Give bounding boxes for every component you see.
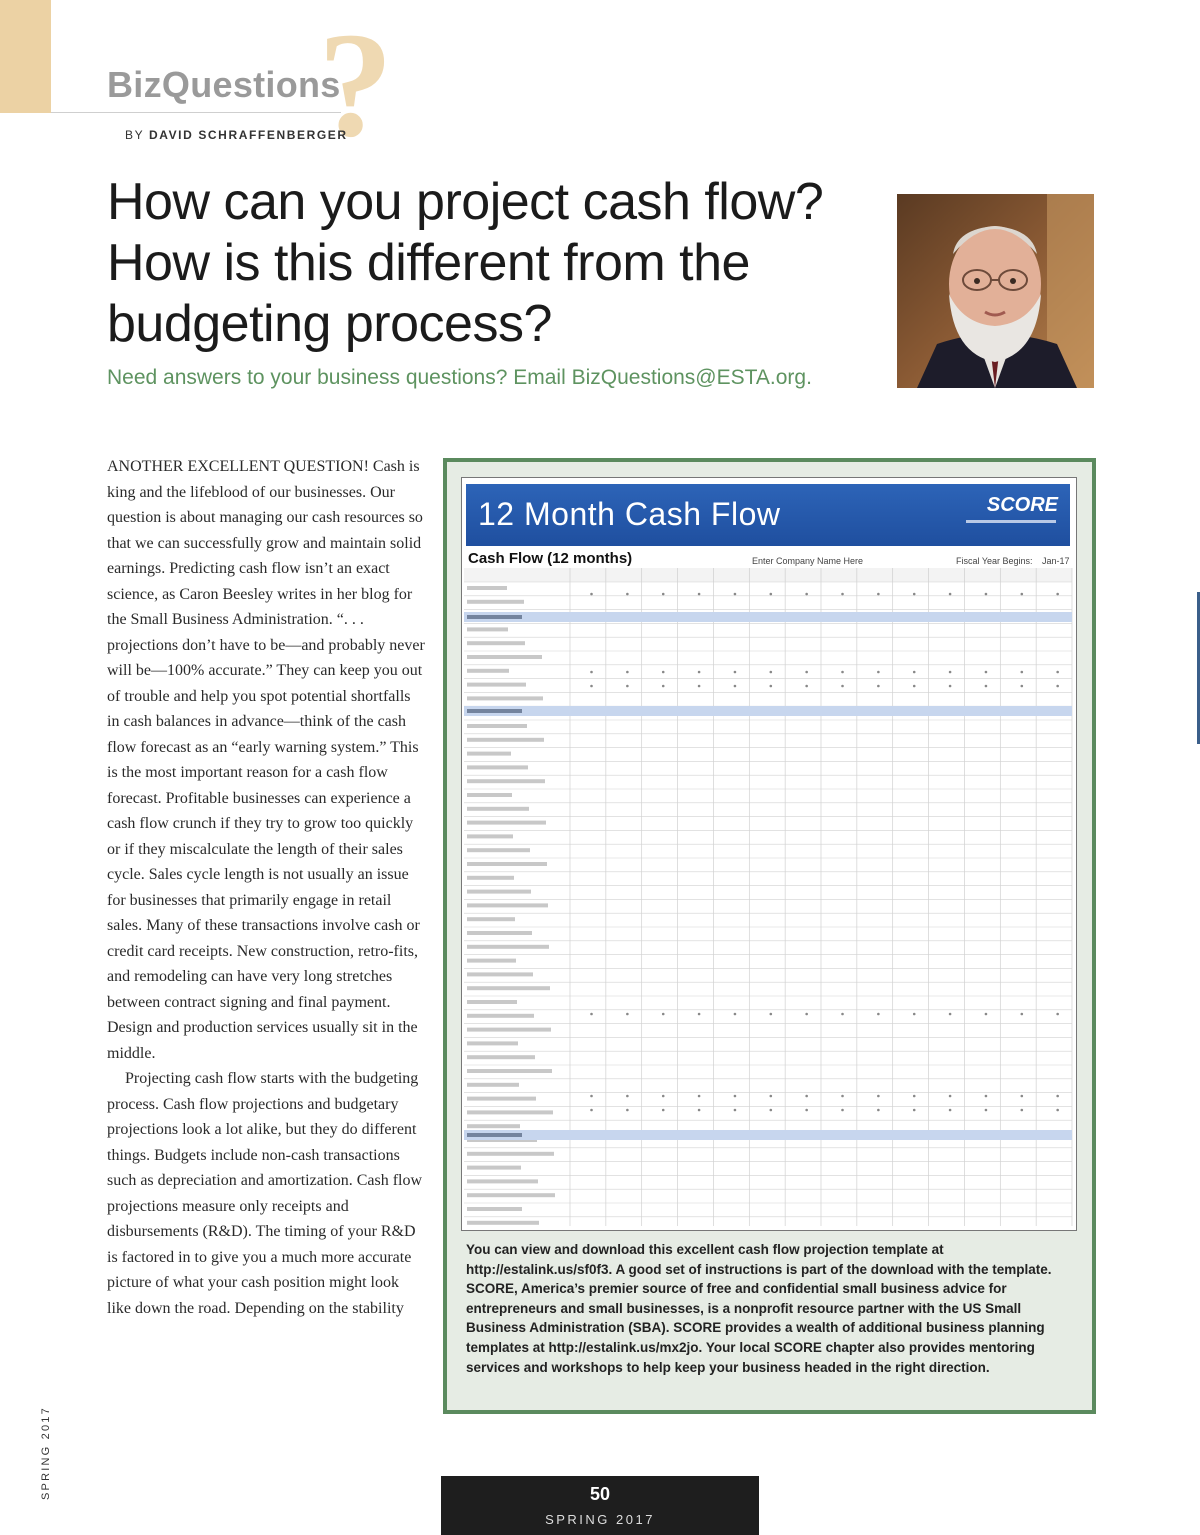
sidebar-caption: You can view and download this excellent cash flow projection template at http://estalink.us/sf0f3. A good set of instructions is part of the download with the template. SCORE, America’s premier source of free and confidential small business advice for entrepreneurs and small businesses, is a nonprofit resource partner with the US Small Business Administration (SBA). SCORE provides a wealth of additional business planning templates at http://estalink.us/mx2jo. Your local SCORE chapter also provides mentoring services and workshops to help keep your business headed in the right direction. [466, 1242, 1052, 1375]
section-name: BizQuestions [107, 64, 341, 105]
template-company: Enter Company Name Here [752, 556, 864, 566]
cash-flow-template-image [461, 477, 1077, 1231]
question-mark-graphic: ? [318, 2, 393, 168]
issue-label: SPRING 2017 [545, 1512, 655, 1527]
subhead: Need answers to your business questions? Email BizQuestions@ESTA.org. [107, 366, 812, 389]
side-issue-label: SPRING 2017 [40, 1406, 52, 1500]
header-rule [51, 112, 341, 113]
page-number: 50 [589, 1484, 611, 1504]
template-fiscal-value: Jan-17 [1042, 556, 1070, 566]
byline [125, 128, 348, 142]
score-logo: SCORE [986, 494, 1058, 516]
author-name: DAVID SCHRAFFENBERGER [148, 128, 348, 142]
headline: How can you project cash flow? How is this different from the budgeting process? [107, 173, 824, 353]
template-title: 12 Month Cash Flow [478, 496, 781, 532]
page-footer [441, 1476, 759, 1535]
template-fiscal-label: Fiscal Year Begins: [956, 556, 1033, 566]
template-subtitle: Cash Flow (12 months) [468, 550, 633, 567]
byline-prefix: BY [125, 128, 144, 142]
paragraph: ANOTHER EXCELLENT QUESTION! Cash is king and the lifeblood of our businesses. Our question is about managing our cash resources so that we can successfully grow and maintain solid earnings. Predicting cash flow isn’t an exact science, as Caron Beesley writes in her blog for the Small Business Administration. “. . . projections don’t have to be—and probably never will be—100% accurate.” They can keep you out of trouble and help you spot potential shortfalls in cash balances in advance—think of the cash flow forecast as an “early warning system.” This is the most important reason for a cash flow forecast. Profitable businesses can experience a cash flow crunch if they try to grow too quickly or if they miscalculate the length of their sales cycle. Sales cycle length is not usually an issue for businesses that primarily engage in retail sales. Many of these transactions involve cash or credit card receipts. New construction, retro-fits, and remodeling can have very long stretches between contract signing and final payment. Design and production services usually sit in the middle. [107, 458, 425, 1062]
article-body [107, 454, 425, 1321]
template-grid [462, 478, 1076, 1230]
author-photo [897, 194, 1094, 388]
paragraph: Projecting cash flow starts with the budgeting process. Cash flow projections and budgetary projections look a lot alike, but they do different things. Budgets include non-cash transactions such as depreciation and amortization. Cash flow projections measure only receipts and disbursements (R&D). The timing of your R&D is factored in to give you a much more accurate picture of what your cash position might look like down the road. Depending on the stability [107, 1070, 423, 1317]
section-tab-accent [0, 0, 51, 113]
